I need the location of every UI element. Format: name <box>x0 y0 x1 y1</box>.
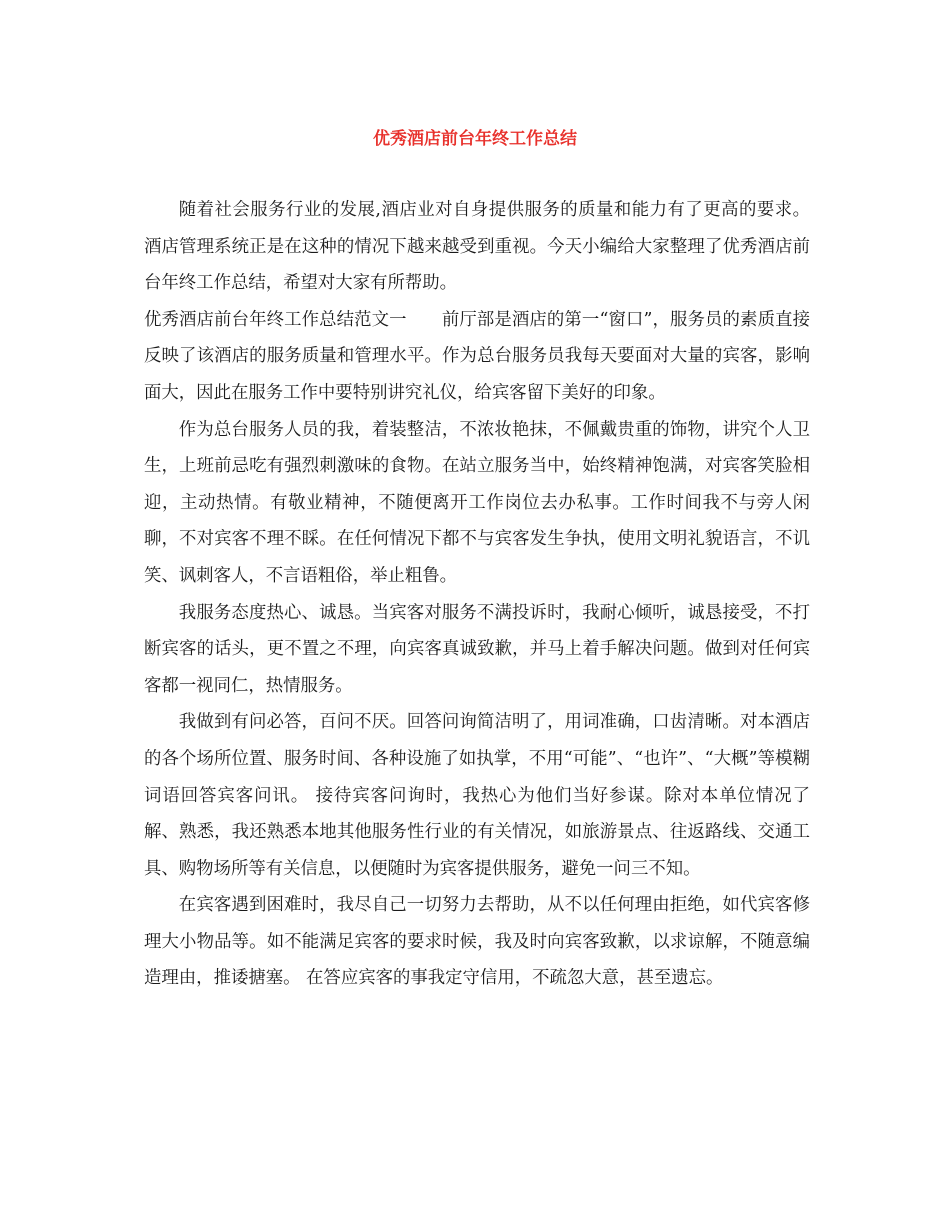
section-heading: 优秀酒店前台年终工作总结范文一 <box>144 309 407 330</box>
intro-paragraph: 随着社会服务行业的发展,酒店业对自身提供服务的质量和能力有了更高的要求。酒店管理系统正是在这种的情况下越来越受到重视。今天小编给大家整理了优秀酒店前台年终工作总结，希望对大家有所帮助。 <box>144 200 810 294</box>
page-title: 优秀酒店前台年终工作总结 <box>373 129 577 149</box>
paragraph-1: 前厅部是酒店的第一“窗口”，服务员的素质直接反映了该酒店的服务质量和管理水平。作为总台服务员我每天要面对大量的宾客，影响面大，因此在服务工作中要特别讲究礼仪，给宾客留下美好的印象。 <box>144 309 810 403</box>
paragraph-3: 我服务态度热心、诚恳。当宾客对服务不满投诉时，我耐心倾听，诚恳接受，不打断宾客的话头，更不置之不理，向宾客真诚致歉，并马上着手解决问题。做到对任何宾客都一视同仁，热情服务。 <box>144 602 810 696</box>
section-paragraph <box>144 302 810 412</box>
document-body <box>144 192 810 997</box>
paragraph-4: 我做到有问必答，百问不厌。回答问询简洁明了，用词准确，口齿清晰。对本酒店的各个场所位置、服务时间、各种设施了如执掌，不用“可能”、“也许”、“大概”等模糊词语回答宾客问讯。 接待宾客问询时，我热心为他们当好参谋。除对本单位情况了解、熟悉，我还熟悉本地其他服务性行业的有关情况，如旅游景点、往返路线、交通工具、购物场所等有关信息，以便随时为宾客提供服务，避免一问三不知。 <box>144 712 810 879</box>
paragraph-5: 在宾客遇到困难时，我尽自己一切努力去帮助，从不以任何理由拒绝，如代宾客修理大小物品等。如不能满足宾客的要求时候，我及时向宾客致歉，以求谅解，不随意编造理由，推诿搪塞。 在答应宾客的事我定守信用，不疏忽大意，甚至遗忘。 <box>144 895 810 989</box>
paragraph-2: 作为总台服务人员的我，着装整洁，不浓妆艳抹，不佩戴贵重的饰物，讲究个人卫生，上班前忌吃有强烈刺激味的食物。在站立服务当中，始终精神饱满，对宾客笑脸相迎，主动热情。有敬业精神，不随便离开工作岗位去办私事。工作时间我不与旁人闲聊，不对宾客不理不睬。在任何情况下都不与宾客发生争执，使用文明礼貌语言，不讥笑、讽刺客人，不言语粗俗，举止粗鲁。 <box>144 419 810 586</box>
